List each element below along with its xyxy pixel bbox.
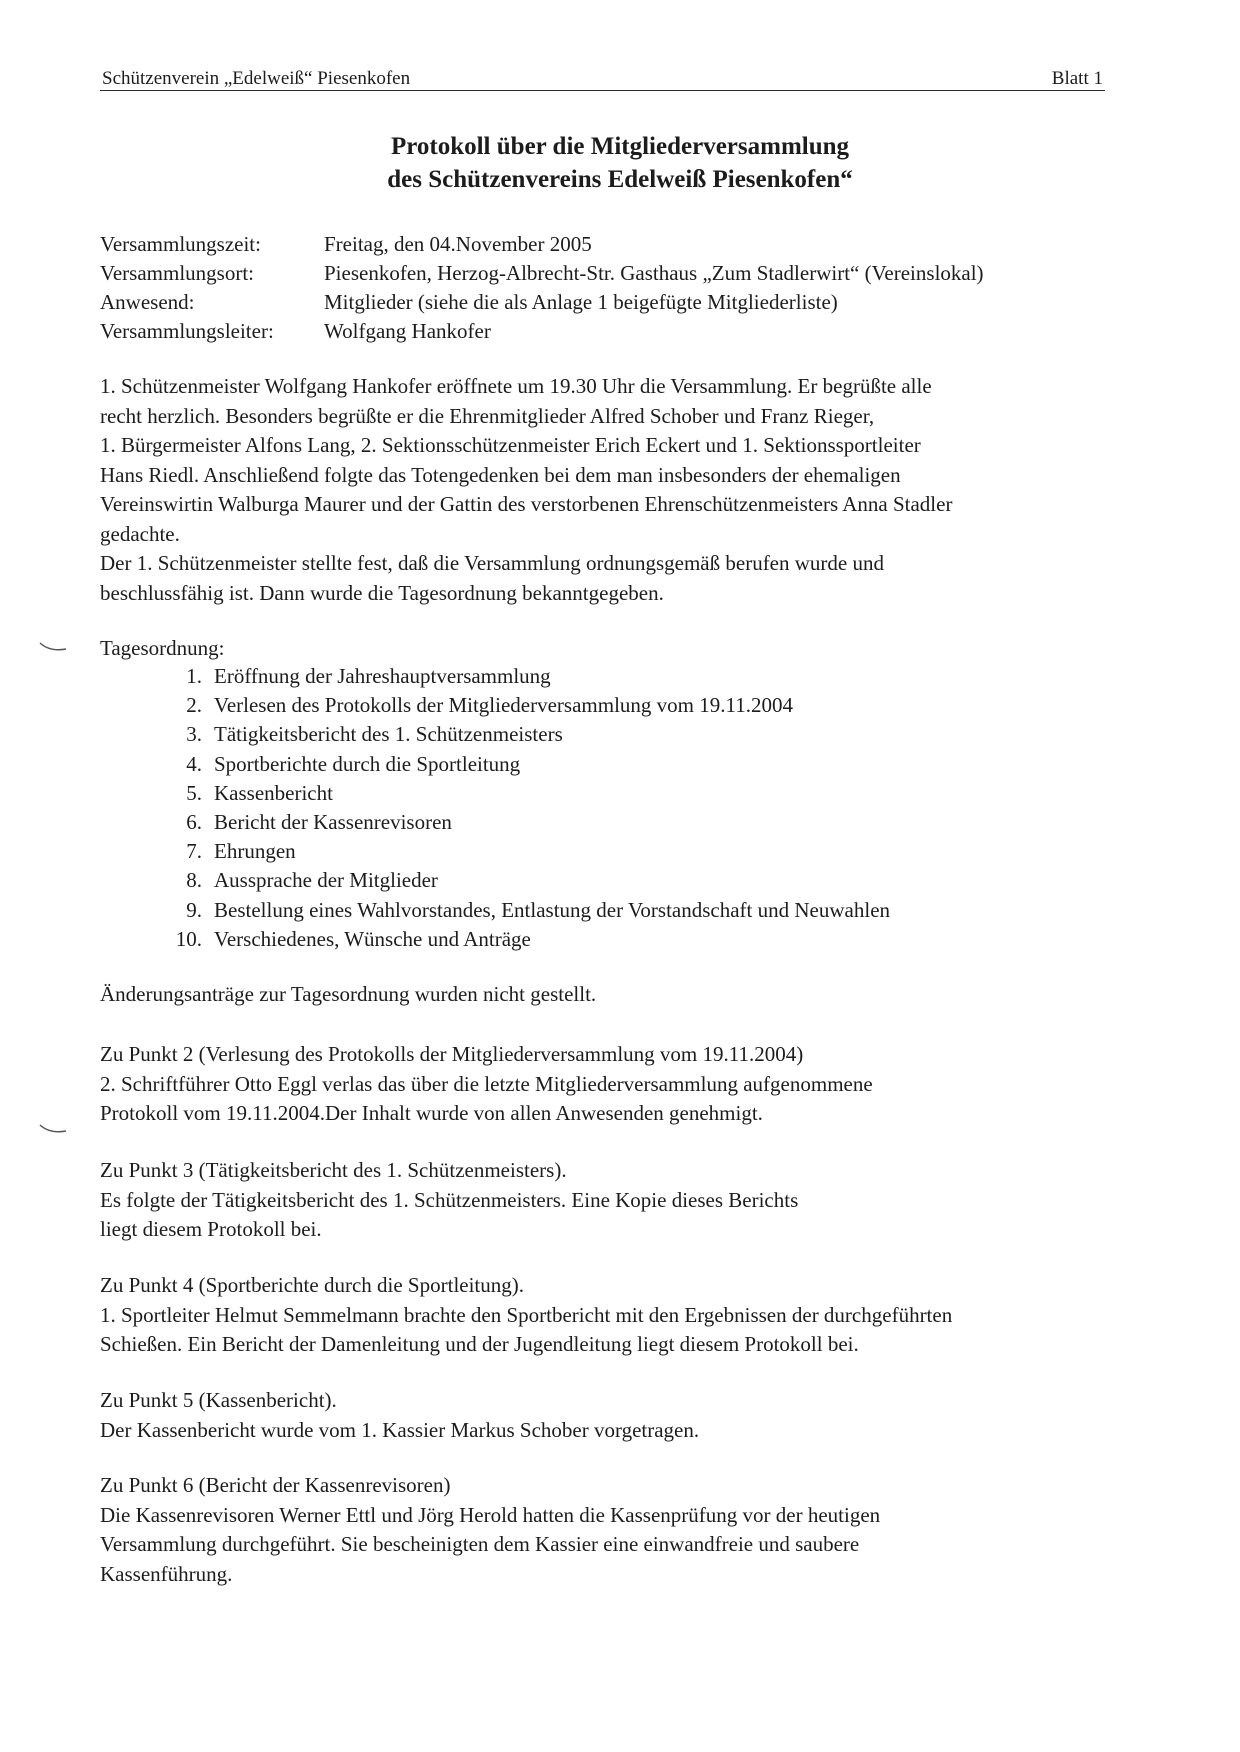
attendees-label: Anwesend: — [100, 290, 195, 314]
agenda-item-text: Tätigkeitsbericht des 1. Schützenmeisters — [214, 722, 563, 747]
agenda-item-text: Bestellung eines Wahlvorstandes, Entlastung der Vorstandschaft und Neuwahlen — [214, 897, 891, 922]
section-line: 2. Schriftführer Otto Eggl verlas das über die letzte Mitgliederversammlung aufgenommene — [100, 1071, 873, 1096]
section-line: Der Kassenbericht wurde vom 1. Kassier Markus Schober vorgetragen. — [100, 1417, 700, 1442]
section-point-2 — [100, 1040, 1130, 1129]
meeting-place-value: Piesenkofen, Herzog-Albrecht-Str. Gasthaus „Zum Stadlerwirt“ (Vereinslokal) — [324, 261, 984, 285]
meeting-time-label: Versammlungszeit: — [100, 232, 261, 256]
meeting-time-value: Freitag, den 04.November 2005 — [324, 232, 592, 256]
agenda-item-number: 5. — [186, 780, 202, 805]
agenda-item-text: Verlesen des Protokolls der Mitgliederversammlung vom 19.11.2004 — [214, 693, 793, 718]
section-line: Zu Punkt 5 (Kassenbericht). — [100, 1388, 337, 1412]
intro-paragraph — [100, 372, 1130, 608]
header-sheet-number: Blatt 1 — [1051, 68, 1103, 89]
section-line: liegt diesem Protokoll bei. — [100, 1217, 322, 1241]
intro-line: 1. Bürgermeister Alfons Lang, 2. Sektionsschützenmeister Erich Eckert und 1. Sektionssportleiter — [100, 433, 921, 457]
section-line: Zu Punkt 6 (Bericht der Kassenrevisoren) — [100, 1473, 451, 1497]
agenda-item-number: 6. — [186, 809, 202, 834]
attendees-value: Mitglieder (siehe die als Anlage 1 beigefügte Mitgliederliste) — [324, 290, 838, 314]
agenda-item-number: 7. — [186, 839, 202, 864]
agenda-item-text: Verschiedenes, Wünsche und Anträge — [214, 926, 531, 951]
agenda-item-number: 10. — [175, 926, 202, 951]
amendments-paragraph — [100, 980, 1130, 1010]
intro-line: 1. Schützenmeister Wolfgang Hankofer eröffnete um 19.30 Uhr die Versammlung. Er begrüßte alle — [100, 374, 932, 398]
document-title — [0, 130, 1240, 196]
section-line: Die Kassenrevisoren Werner Ettl und Jörg Herold hatten die Kassenprüfung vor der heutigen — [100, 1502, 881, 1527]
intro-line: gedachte. — [100, 521, 180, 546]
meeting-chair-value: Wolfgang Hankofer — [324, 319, 491, 343]
agenda-item-text: Aussprache der Mitglieder — [214, 868, 438, 893]
agenda-item-number: 8. — [186, 868, 202, 893]
section-line: 1. Sportleiter Helmut Semmelmann brachte den Sportbericht mit den Ergebnissen der durchgeführten — [100, 1302, 953, 1327]
intro-line: beschlussfähig ist. Dann wurde die Tagesordnung bekanntgegeben. — [100, 580, 664, 605]
agenda-item-text: Sportberichte durch die Sportleitung — [214, 751, 521, 776]
intro-line: Hans Riedl. Anschließend folgte das Totengedenken bei dem man insbesonders der ehemaligen — [100, 462, 901, 487]
section-point-6 — [100, 1471, 1130, 1589]
header-club-name: Schützenverein „Edelweiß“ Piesenkofen — [102, 68, 411, 89]
agenda-item-text: Kassenbericht — [214, 780, 333, 805]
intro-line: recht herzlich. Besonders begrüßte er die Ehrenmitglieder Alfred Schober und Franz Rieger, — [100, 403, 875, 428]
title-line-1: Protokoll über die Mitgliederversammlung — [390, 133, 850, 160]
section-line: Zu Punkt 2 (Verlesung des Protokolls der Mitgliederversammlung vom 19.11.2004) — [100, 1042, 804, 1066]
intro-line: Vereinswirtin Walburga Maurer und der Gattin des verstorbenen Ehrenschützenmeisters Anna Stadler — [100, 492, 953, 516]
agenda-item-text: Ehrungen — [214, 839, 296, 864]
agenda-title: Tagesordnung: — [100, 636, 225, 660]
section-line: Versammlung durchgeführt. Sie bescheinigten dem Kassier eine einwandfreie und saubere — [100, 1532, 860, 1556]
agenda-item-number: 2. — [186, 693, 202, 718]
section-line: Protokoll vom 19.11.2004.Der Inhalt wurde von allen Anwesenden genehmigt. — [100, 1101, 763, 1125]
section-point-4 — [100, 1271, 1130, 1360]
section-line: Schießen. Ein Bericht der Damenleitung und der Jugendleitung liegt diesem Protokoll bei. — [100, 1332, 859, 1356]
agenda-item-text: Eröffnung der Jahreshauptversammlung — [214, 664, 551, 688]
intro-line: Der 1. Schützenmeister stellte fest, daß die Versammlung ordnungsgemäß berufen wurde und — [100, 551, 884, 575]
margin-tick-mark — [38, 640, 68, 654]
page-header — [100, 68, 1105, 91]
title-line-2: des Schützenvereins Edelweiß Piesenkofen“ — [387, 166, 853, 193]
section-point-3 — [100, 1156, 1130, 1245]
section-line: Zu Punkt 3 (Tätigkeitsbericht des 1. Schützenmeisters). — [100, 1158, 567, 1182]
agenda-item-number: 1. — [186, 664, 202, 688]
margin-tick-mark — [38, 1122, 68, 1136]
meeting-place-label: Versammlungsort: — [100, 261, 254, 285]
section-line: Kassenführung. — [100, 1561, 233, 1586]
agenda-item-number: 4. — [186, 751, 202, 776]
section-point-5 — [100, 1386, 1130, 1445]
section-line: Es folgte der Tätigkeitsbericht des 1. Schützenmeisters. Eine Kopie dieses Berichts — [100, 1187, 799, 1212]
amendments-line: Änderungsanträge zur Tagesordnung wurden nicht gestellt. — [100, 982, 597, 1006]
meeting-chair-label: Versammlungsleiter: — [100, 319, 274, 343]
agenda-item-number: 3. — [186, 722, 202, 747]
agenda-item-text: Bericht der Kassenrevisoren — [214, 809, 452, 834]
agenda-item-number: 9. — [186, 897, 202, 922]
section-line: Zu Punkt 4 (Sportberichte durch die Sportleitung). — [100, 1273, 525, 1297]
